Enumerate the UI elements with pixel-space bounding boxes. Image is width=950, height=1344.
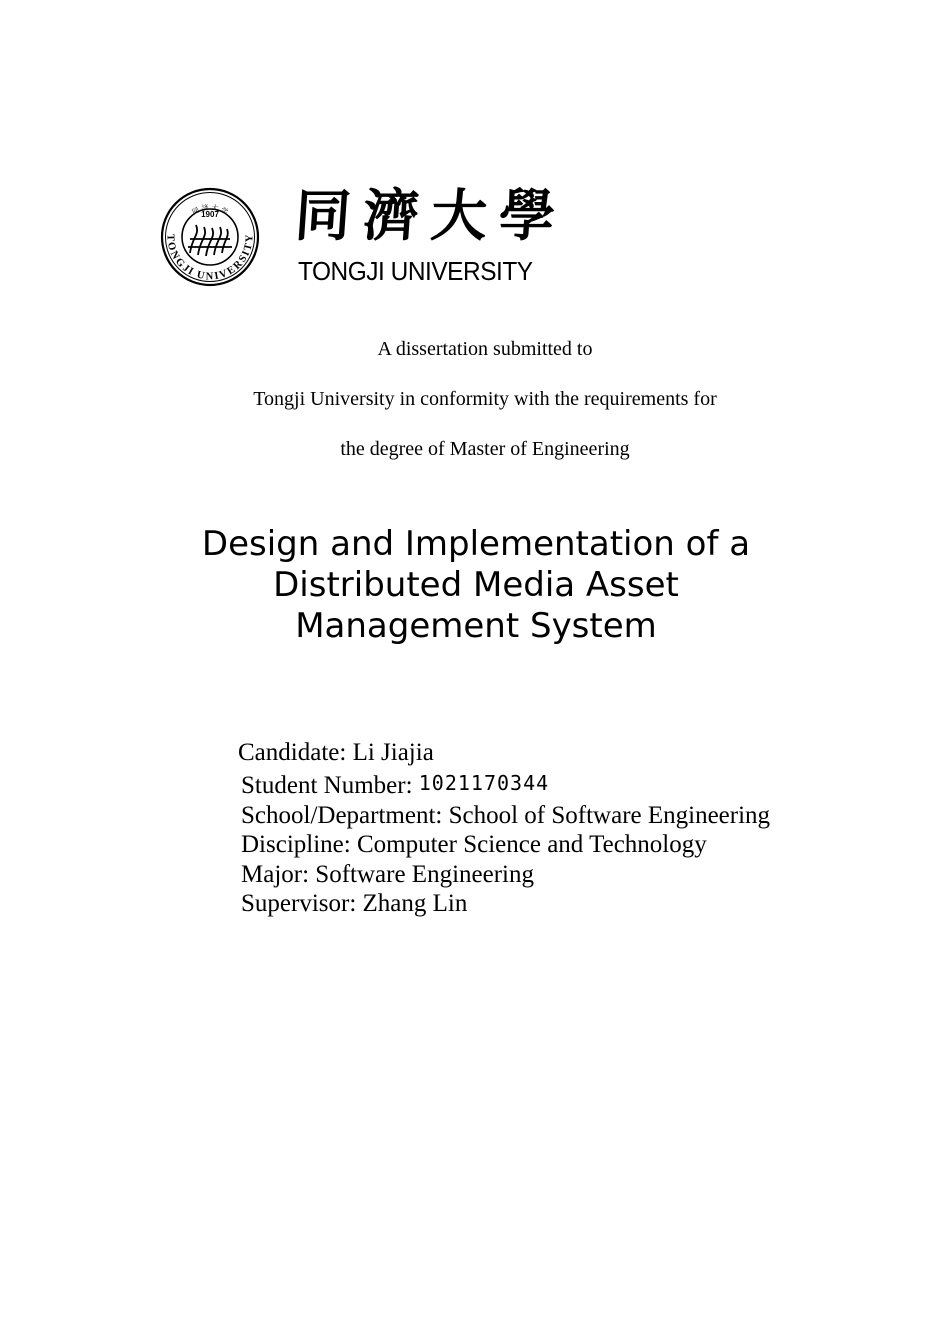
discipline-label: Discipline: [241,831,357,858]
major-line [241,860,534,889]
svg-text:1907: 1907 [201,210,219,219]
university-name-chinese: 同濟大學 [292,183,570,249]
university-wordmark [292,183,585,289]
major-value: Software Engineering [315,861,534,888]
student-number-line [241,771,549,801]
supervisor-line [241,889,467,918]
discipline-value: Computer Science and Technology [356,831,707,858]
discipline-line [241,830,707,859]
major-label: Major: [241,861,316,888]
university-logo [160,183,590,291]
university-seal-icon [160,187,260,287]
supervisor-label: Supervisor: [241,890,363,917]
school-label: School/Department: [241,802,449,829]
supervisor-value: Zhang Lin [362,890,468,917]
statement-line-2: Tongji University in conformity with the requirements for [253,388,717,410]
school-line [241,801,770,830]
candidate-label: Candidate: [238,739,353,766]
candidate-name: Li Jiajia [352,739,434,766]
statement-line-3: the degree of Master of Engineering [340,438,630,460]
school-value: School of Software Engineering [448,802,771,829]
svg-text:同 济 大 学: 同 济 大 学 [190,203,230,217]
university-name-english: TONGJI UNIVERSITY [298,256,533,286]
dissertation-title: Design and Implementation of a Distributed Media Asset Management System [201,524,751,646]
candidate-line [238,738,434,767]
student-number-value: 1021170344 [418,771,550,795]
svg-text:TONGJI UNIVERSITY: TONGJI UNIVERSITY [164,233,256,283]
student-number-label: Student Number: [241,772,419,799]
statement-line-1: A dissertation submitted to [377,338,593,360]
